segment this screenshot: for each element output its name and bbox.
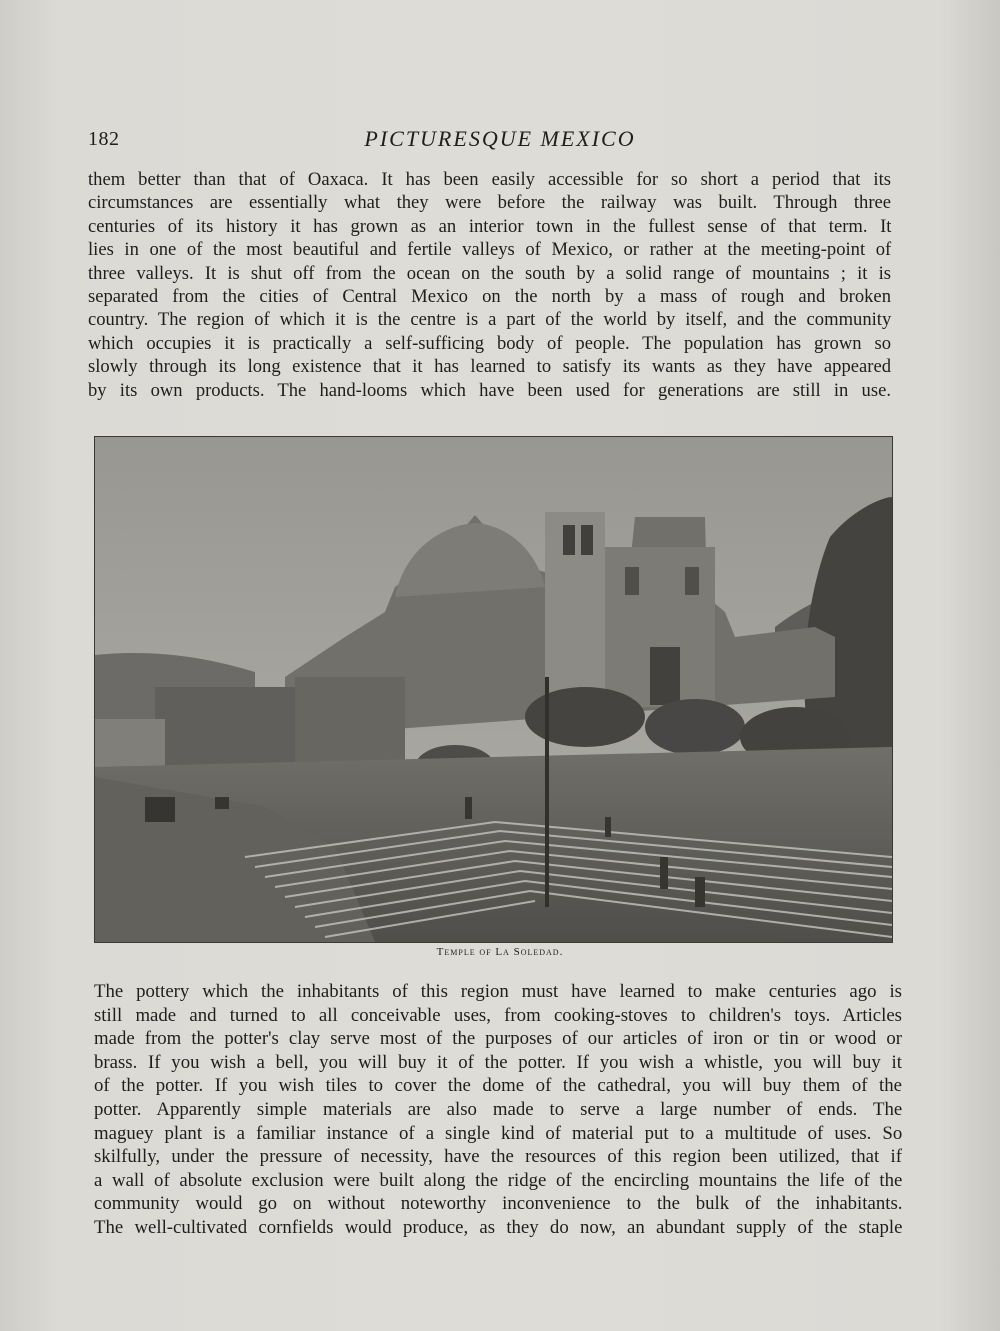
text-line: community would go on without noteworthy inconvenience to the bulk of the inhabitants. xyxy=(94,1193,903,1215)
text-line: of the potter. If you wish tiles to cover the dome of the cathedral, you will buy them of the xyxy=(94,1075,902,1097)
text-line: centuries of its history it has grown as an interior town in the fullest sense of that term. It xyxy=(88,215,892,237)
page-number: 182 xyxy=(88,128,120,150)
text-line: separated from the cities of Central Mexico on the north by a mass of rough and broken xyxy=(88,286,891,308)
text-line: The well-cultivated cornfields would produce, as they do now, an abundant supply of the staple xyxy=(94,1216,903,1238)
text-line: a wall of absolute exclusion were built along the ridge of the encircling mountains the life of the xyxy=(94,1169,903,1191)
text-line: The pottery which the inhabitants of this region must have learned to make centuries ago is xyxy=(94,981,902,1002)
text-line: three valleys. It is shut off from the ocean on the south by a solid range of mountains ; it is xyxy=(88,262,891,284)
photograph-illustration xyxy=(95,437,892,942)
text-line: lies in one of the most beautiful and fertile valleys of Mexico, or rather at the meeting-point of xyxy=(88,239,892,261)
text-line: potter. Apparently simple materials are also made to serve a large number of ends. The xyxy=(94,1098,903,1120)
text-line: maguey plant is a familiar instance of a single kind of material put to a multitude of uses. So xyxy=(94,1122,903,1144)
text-line: brass. If you wish a bell, you will buy it of the potter. If you wish a whistle, you will buy it xyxy=(94,1051,902,1073)
text-line: by its own products. The hand-looms which have been used for generations are still in use. xyxy=(88,379,891,401)
text-line: made from the potter's clay serve most of the purposes of our articles of iron or tin or wood or xyxy=(94,1028,902,1050)
text-line: them better than that of Oaxaca. It has been easily accessible for so short a period that its xyxy=(88,169,891,190)
text-line: which occupies it is practically a self-sufficing body of people. The population has grown so xyxy=(88,332,891,354)
paragraph-top xyxy=(88,168,891,402)
text-line: circumstances are essentially what they were before the railway was built. Through three xyxy=(88,192,892,214)
text-line: skilfully, under the pressure of necessity, have the resources of this region been utilized, that if xyxy=(94,1146,902,1168)
paragraph-bottom xyxy=(94,980,902,1240)
text-line: slowly through its long existence that it has learned to satisfy its wants as they have appeared xyxy=(88,356,891,378)
running-title: PICTURESQUE MEXICO xyxy=(364,126,636,151)
figure-caption: Temple of La Soledad. xyxy=(436,946,564,958)
photograph-temple xyxy=(94,436,893,943)
text-line: still made and turned to all conceivable uses, from cooking-stoves to children's toys. Articles xyxy=(94,1004,902,1026)
text-line: country. The region of which it is the centre is a part of the world by itself, and the community xyxy=(88,309,892,331)
